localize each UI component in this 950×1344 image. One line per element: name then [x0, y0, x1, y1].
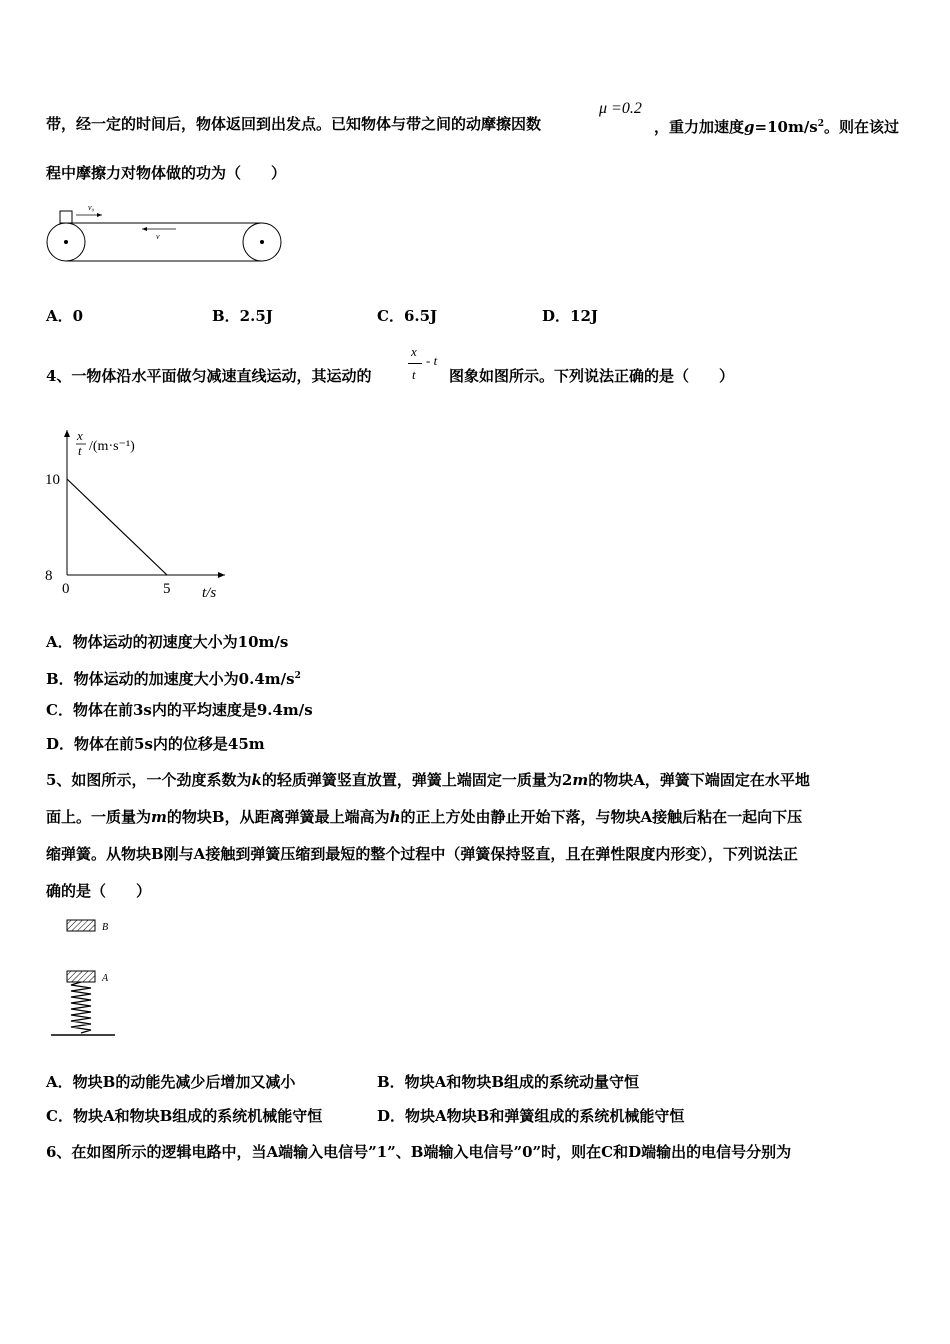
- q3-line1: 带，经一定的时间后，物体返回到出发点。已知物体与带之间的动摩擦因数: [46, 115, 542, 133]
- q5-option-c[interactable]: C．物块A和物块B组成的系统机械能守恒: [46, 1107, 323, 1125]
- q3-line1-tail: ，重力加速度$g=10m/s^2$。则在该过: [654, 118, 900, 136]
- q4-option-d[interactable]: D．物体在前5s内的位移是45m: [46, 735, 265, 753]
- x-tick-label: 5: [163, 581, 171, 597]
- x-tick-label: 0: [62, 581, 70, 597]
- q3-option-c[interactable]: C．6.5J: [377, 307, 438, 325]
- block-b: [67, 920, 95, 931]
- series-line: [67, 479, 167, 575]
- q5-option-a[interactable]: A．物块B的动能先减少后增加又减小: [46, 1073, 296, 1091]
- v0-label: v₀: [88, 203, 95, 212]
- q4-frac-den: t: [412, 367, 416, 382]
- block-b-label: B: [102, 922, 109, 933]
- q5-line4: 确的是（ ）: [46, 882, 152, 900]
- y-axis-label-unit: /(m·s⁻¹): [89, 439, 135, 454]
- x-axis-label: t/s: [202, 585, 217, 601]
- x-axis-arrow: [218, 572, 225, 578]
- q3-option-d[interactable]: D．12J: [542, 307, 598, 325]
- block-a-label: A: [102, 973, 109, 984]
- q4-stem-tail: 图象如图所示。下列说法正确的是（ ）: [449, 367, 735, 385]
- block-a: [67, 971, 95, 982]
- y-axis-label-den: t: [78, 443, 82, 458]
- q4-option-b[interactable]: B．物体运动的加速度大小为$0.4m/s^2$: [46, 670, 301, 688]
- q4-frac-tail: - t: [426, 353, 438, 368]
- y-axis-arrow: [64, 430, 70, 437]
- q3-mu-formula: μ =0.2: [599, 100, 642, 117]
- xt-graph: [30, 420, 250, 610]
- q6-line1: 6、在如图所示的逻辑电路中，当A端输入电信号”1”、B端输入电信号”0”时，则在C和D端输出的电信号分别为: [46, 1143, 792, 1161]
- q3-option-a[interactable]: A．0: [46, 307, 84, 325]
- object-block: [60, 211, 72, 223]
- y-tick-label: 10: [45, 472, 60, 488]
- q3-option-b[interactable]: B．2.5J: [212, 307, 273, 325]
- v-label: v: [156, 232, 160, 241]
- q3-line2: 程中摩擦力对物体做的功为（ ）: [46, 164, 287, 182]
- q4-frac-bar: [408, 363, 422, 364]
- q4-option-c[interactable]: C．物体在前3s内的平均速度是9.4m/s: [46, 701, 313, 719]
- y-tick-label: 8: [45, 568, 53, 584]
- spring: [71, 982, 91, 1033]
- q4-option-a[interactable]: A．物体运动的初速度大小为10m/s: [46, 633, 289, 651]
- q5-line3: 缩弹簧。从物块B刚与A接触到弹簧压缩到最短的整个过程中（弹簧保持竖直，且在弹性限度内形变），下列说法正: [46, 845, 798, 863]
- q5-line2: 面上。一质量为m的物块B，从距离弹簧最上端高为h的正上方处由静止开始下落，与物块A接触后粘在一起向下压: [46, 808, 803, 826]
- spring-blocks-figure: [45, 912, 135, 1042]
- q4-stem: 4、一物体沿水平面做匀减速直线运动，其运动的: [46, 367, 372, 385]
- q4-frac-num: x: [411, 344, 417, 359]
- conveyor-belt-figure: [40, 200, 290, 270]
- q5-option-d[interactable]: D．物块A物块B和弹簧组成的系统机械能守恒: [377, 1107, 685, 1125]
- q5-option-b[interactable]: B．物块A和物块B组成的系统动量守恒: [377, 1073, 639, 1091]
- q5-line1: 5、如图所示，一个劲度系数为k的轻质弹簧竖直放置，弹簧上端固定一质量为2m的物块A，弹簧下端固定在水平地: [46, 771, 810, 789]
- y-axis-label-num: x: [77, 428, 83, 443]
